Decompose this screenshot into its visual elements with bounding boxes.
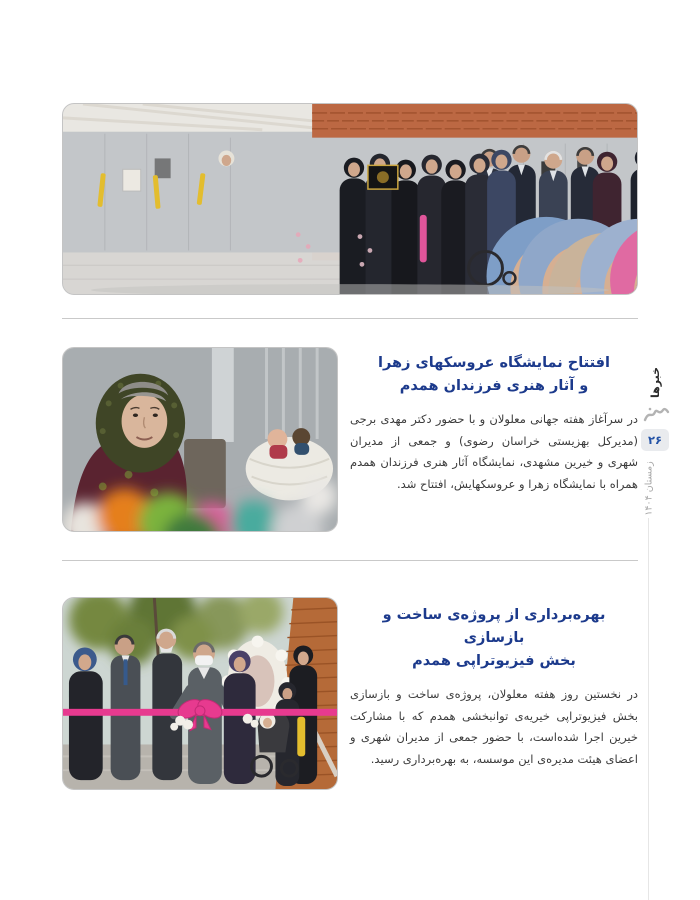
photo-ribbon-cutting-art: [63, 598, 337, 789]
page-number-badge: [641, 429, 669, 451]
article-zahra-exhibition: [350, 352, 638, 495]
article-title-line1: افتتاح نمایشگاه عروسکهای زهرا: [378, 355, 610, 371]
article-body: در سرآغاز هفته جهانی معلولان و با حضور دکتر مهدی برجی (مدیرکل بهزیستی خراسان رضوی) و جمعی از مدیران شهری و خیرین مشهدی، نمایشگاه آثار هنری فرزندان همدم همراه با نمایشگاه زهرا و عروسکهایش، افتتاح شد.: [350, 412, 638, 491]
page-number: ۲۶: [647, 433, 663, 447]
photo-exhibition-group: [62, 103, 638, 295]
sidebar-section-label: [642, 360, 670, 404]
photo-zahra-dolls: [62, 347, 338, 532]
hamdam-logo-glyph: [642, 404, 670, 426]
photo-zahra-dolls-art: [63, 348, 337, 531]
article-physio-project: [350, 604, 638, 770]
section-divider: [62, 318, 638, 319]
sidebar-section-label-text: خبرها: [649, 366, 663, 398]
article-title: [350, 604, 638, 673]
article-body: در نخستین روز هفته معلولان، پروژه‌ی ساخت و بازسازی بخش فیزیوتراپی خیریه‌ی توانبخشی همدم که با مشارکت خیرین اجرا شده‌است، با حضور جمعی از مدیران شهری و اعضای هیئت مدیره‌ی این موسسه، به بهره‌برداری رسید.: [350, 687, 638, 766]
season-issue-label: [638, 456, 660, 520]
article-title-line1: بهره‌برداری از پروژه‌ی ساخت و بازسازی: [382, 607, 606, 646]
photo-ribbon-cutting: [62, 597, 338, 790]
hamdam-logo-icon: [642, 404, 670, 426]
sidebar-vertical-rule: [648, 518, 649, 900]
season-issue-label-text: زمستان ۱۴۰۴: [643, 460, 655, 516]
article-title-line2: بخش فیزیوتراپی همدم: [412, 653, 576, 669]
section-divider: [62, 560, 638, 561]
article-title: [350, 352, 638, 398]
article-title-line2: و آثار هنری فرزندان همدم: [399, 378, 589, 394]
photo-exhibition-group-art: [63, 104, 637, 294]
